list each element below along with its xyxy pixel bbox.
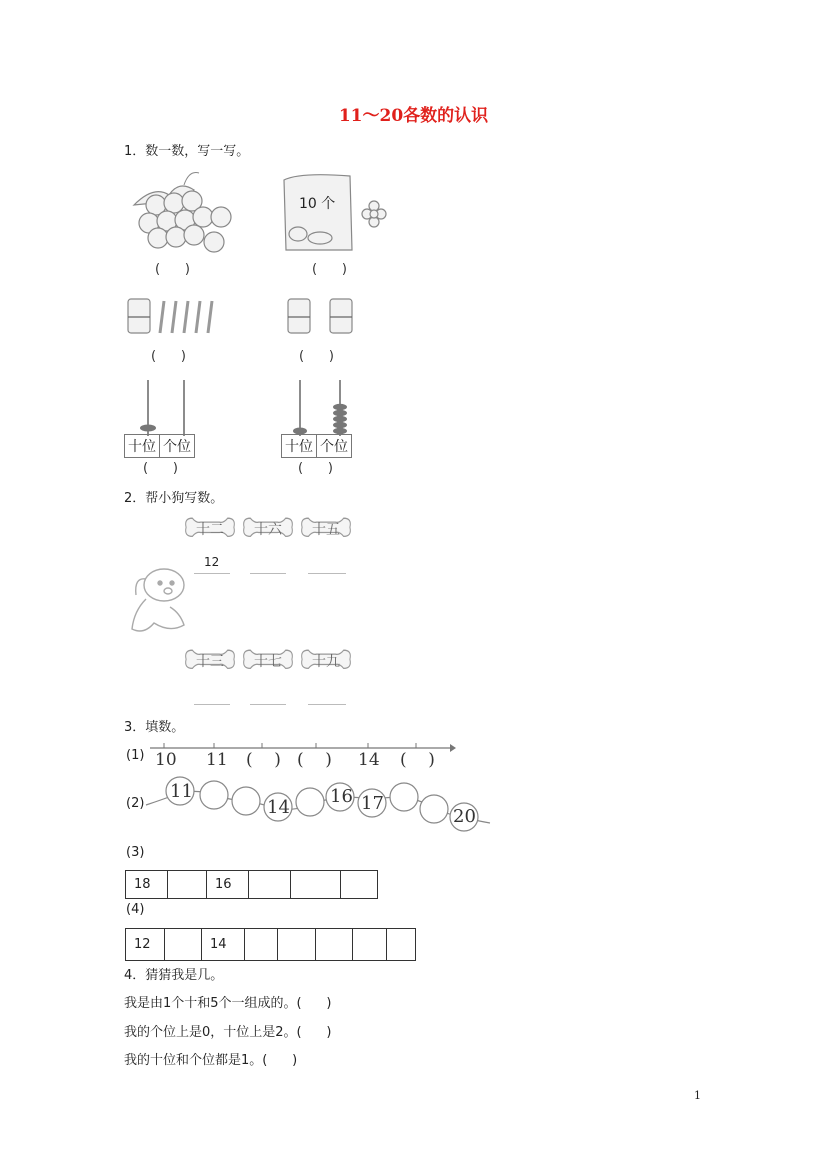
riddle-line: 我是由1个十和5个一组成的。( ) — [124, 996, 332, 1011]
grid-cell: 12 — [126, 929, 165, 961]
grid-cell: 14 — [202, 929, 245, 961]
answer-paren-abacus-2: ( ) — [298, 461, 333, 476]
tens-label: 十位 — [282, 435, 317, 458]
bag-label: 10 个 — [299, 196, 336, 212]
number-line-value: 10 — [155, 750, 177, 770]
grid-cell[interactable] — [245, 929, 278, 961]
abacus-1-place-value-table — [124, 434, 195, 458]
bone-text: 十二 — [196, 522, 224, 538]
bone-card — [184, 645, 236, 675]
bone-text: 十五 — [312, 522, 340, 538]
question-4-heading: 4．猜猜我是几。 — [124, 968, 224, 983]
bone-card — [300, 513, 352, 543]
page-title: 11～20各数的认识 — [338, 106, 489, 126]
ones-label: 个位 — [160, 435, 195, 458]
bead-value: 14 — [267, 797, 290, 818]
grapes-image — [124, 165, 244, 260]
answer-example: 12 — [204, 555, 220, 569]
part-2-label: (2) — [126, 796, 145, 811]
grid-cell[interactable] — [278, 929, 316, 961]
answer-line — [194, 703, 230, 705]
ones-label: 个位 — [317, 435, 352, 458]
bead-value: 16 — [330, 786, 353, 807]
part-1-label: (1) — [126, 748, 145, 763]
grid-cell[interactable] — [168, 871, 207, 899]
number-line-value: 11 — [206, 750, 228, 770]
question-1-heading: 1．数一数，写一写。 — [124, 144, 250, 159]
bone-text: 十六 — [254, 522, 282, 538]
grid-cell: 16 — [207, 871, 249, 899]
bag-of-ten-image — [280, 172, 390, 254]
grid-cell[interactable] — [341, 871, 378, 899]
bone-text: 十七 — [254, 654, 282, 670]
answer-line — [308, 572, 346, 574]
answer-paren-grapes: ( ) — [155, 262, 190, 277]
bone-card — [184, 513, 236, 543]
page-number: 1 — [694, 1089, 701, 1102]
answer-line — [250, 572, 286, 574]
part-3-label: (3) — [126, 845, 145, 860]
riddle-line: 我的个位上是0，十位上是2。( ) — [124, 1025, 332, 1040]
answer-line — [250, 703, 286, 705]
answer-paren-bag: ( ) — [312, 262, 347, 277]
number-line-blank: ( ) — [400, 750, 435, 770]
grid-cell[interactable] — [249, 871, 291, 899]
bone-text: 十三 — [196, 654, 224, 670]
number-line-blank: ( ) — [297, 750, 332, 770]
number-line-value: 14 — [358, 750, 380, 770]
bone-text: 十九 — [312, 654, 340, 670]
grid-cell[interactable] — [165, 929, 202, 961]
question-3-heading: 3．填数。 — [124, 720, 185, 735]
grid-cell[interactable] — [316, 929, 353, 961]
answer-line — [308, 703, 346, 705]
question-2-heading: 2．帮小狗写数。 — [124, 491, 224, 506]
answer-paren-abacus-1: ( ) — [143, 461, 178, 476]
part-4-label: (4) — [126, 902, 145, 917]
bone-card — [242, 645, 294, 675]
bead-value: 17 — [361, 793, 384, 814]
grid-cell[interactable] — [387, 929, 416, 961]
bone-card — [242, 513, 294, 543]
answer-paren-sticks-2: ( ) — [299, 349, 334, 364]
tens-label: 十位 — [125, 435, 160, 458]
bead-value: 20 — [453, 806, 476, 827]
abacus-1-rods — [126, 380, 206, 436]
number-grid-4 — [125, 928, 416, 961]
abacus-2-place-value-table — [281, 434, 352, 458]
bead-value: 11 — [170, 781, 193, 802]
bead-chain-string — [144, 775, 494, 833]
grid-cell[interactable] — [353, 929, 387, 961]
number-line-blank: ( ) — [246, 750, 281, 770]
sticks-two-bundles-image — [284, 293, 364, 343]
grid-cell: 18 — [126, 871, 168, 899]
number-grid-3 — [125, 870, 378, 899]
abacus-2-rods — [282, 380, 362, 436]
sticks-bundle-and-singles-image — [124, 293, 224, 343]
riddle-line: 我的十位和个位都是1。( ) — [124, 1053, 298, 1068]
bone-card — [300, 645, 352, 675]
dog-illustration — [124, 563, 190, 643]
answer-paren-sticks-1: ( ) — [151, 349, 186, 364]
grid-cell[interactable] — [291, 871, 341, 899]
answer-line — [194, 572, 230, 574]
